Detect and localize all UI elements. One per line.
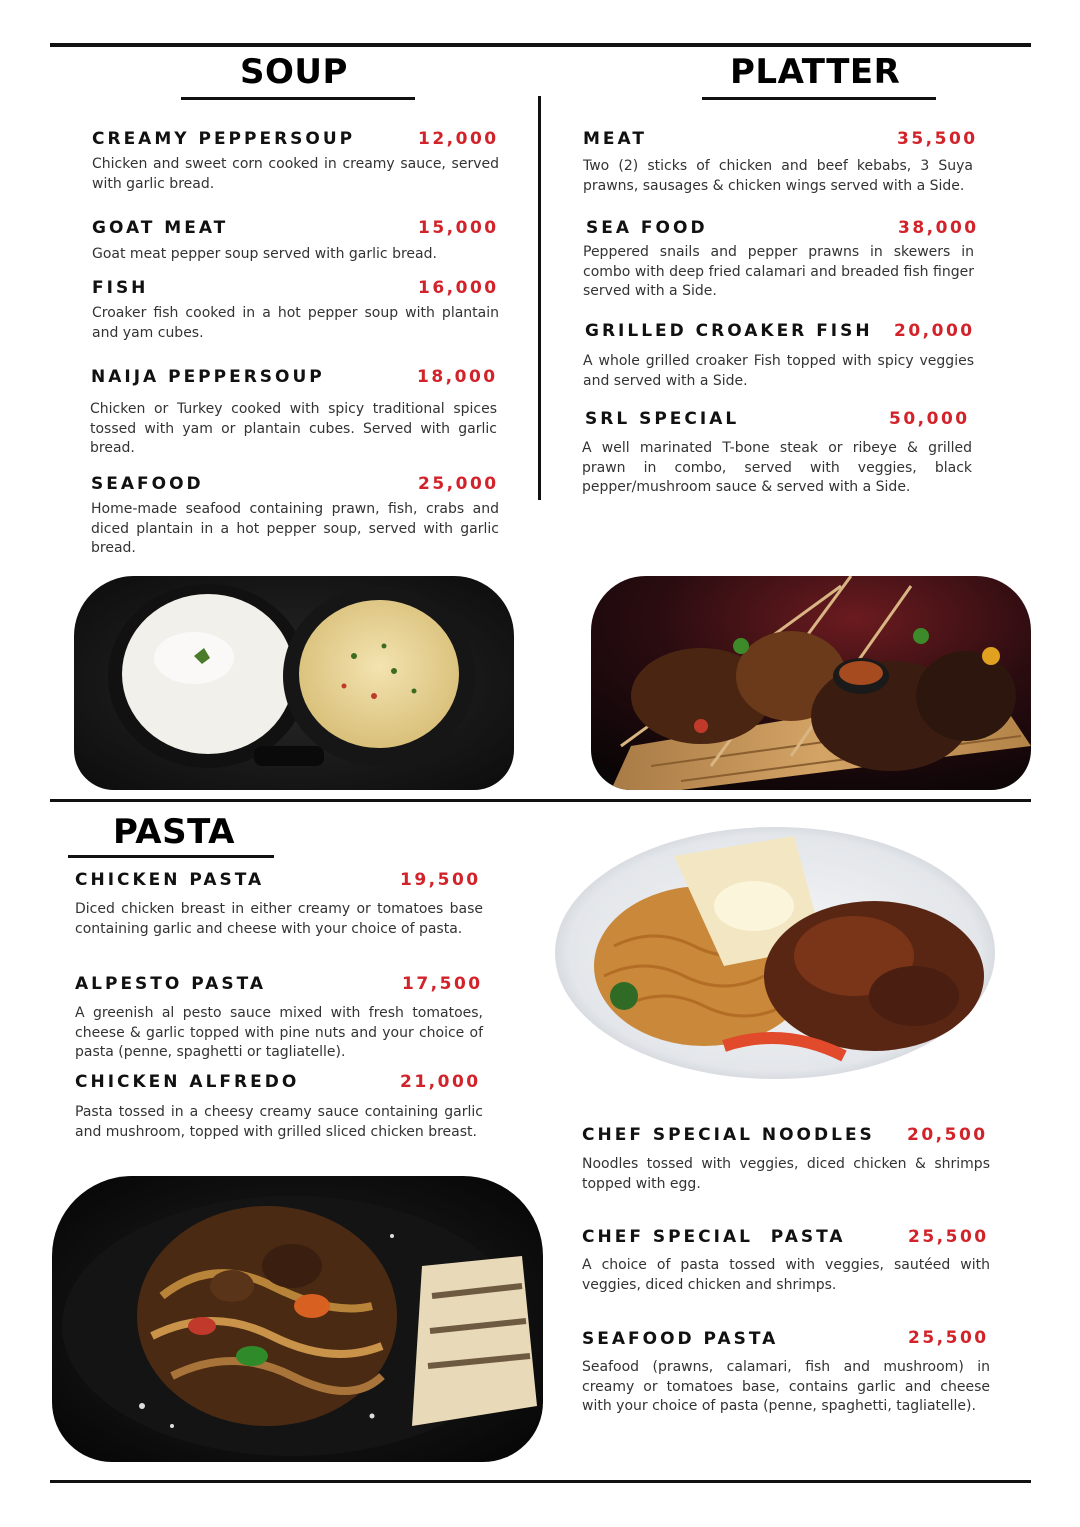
- item-description: A greenish al pesto sauce mixed with fresh tomatoes, cheese & garlic topped with pine nuts and your choice of pasta (penne, spaghetti or tagliatelle).: [75, 1005, 483, 1060]
- middle-rule: [50, 799, 1031, 802]
- noodles-photo: [554, 826, 996, 1080]
- item-description: Seafood (prawns, calamari, fish and mushroom) in creamy or tomatoes base, contains garlic and cheese with your choice of pasta (penne, spaghetti, tagliatelle).: [582, 1359, 990, 1414]
- pasta-section-title: PASTA: [113, 812, 235, 852]
- platter-title-underline: [702, 97, 936, 100]
- item-price: 25,000: [418, 474, 499, 494]
- item-price: 20,500: [907, 1125, 988, 1145]
- item-description: Diced chicken breast in either creamy or tomatoes base containing garlic and cheese with your choice of pasta.: [75, 901, 483, 937]
- item-price: 35,500: [897, 129, 978, 149]
- item-price: 50,000: [889, 409, 970, 429]
- item-description: Pasta tossed in a cheesy creamy sauce containing garlic and mushroom, topped with grilled sliced chicken breast.: [75, 1104, 483, 1140]
- item-price: 38,000: [898, 218, 979, 238]
- item-price: 16,000: [418, 278, 499, 298]
- item-description: A well marinated T-bone steak or ribeye & grilled prawn in combo, served with veggies, black pepper/mushroom sauce & served with a Side.: [582, 440, 972, 495]
- platter-section-title: PLATTER: [730, 52, 901, 92]
- item-name: CHICKEN ALFREDO: [75, 1072, 300, 1092]
- soup-section-title: SOUP: [240, 52, 348, 92]
- item-name: SRL SPECIAL: [585, 409, 740, 429]
- item-price: 15,000: [418, 218, 499, 238]
- item-name: GRILLED CROAKER FISH: [585, 321, 873, 341]
- item-name: SEA FOOD: [586, 218, 708, 238]
- bottom-rule: [50, 1480, 1031, 1483]
- item-description: Chicken or Turkey cooked with spicy traditional spices tossed with yam or plantain cubes. Served with garlic bread.: [90, 401, 497, 456]
- item-name: SEAFOOD PASTA: [582, 1329, 779, 1349]
- soup-photo: [74, 576, 514, 790]
- soup-title-underline: [181, 97, 415, 100]
- item-name: CHEF SPECIAL PASTA: [582, 1227, 846, 1247]
- item-price: 20,000: [894, 321, 975, 341]
- column-divider: [538, 96, 541, 500]
- item-name: ALPESTO PASTA: [75, 974, 267, 994]
- item-price: 25,500: [908, 1227, 989, 1247]
- item-name: GOAT MEAT: [92, 218, 229, 238]
- item-description: Noodles tossed with veggies, diced chicken & shrimps topped with egg.: [582, 1156, 990, 1192]
- item-name: SEAFOOD: [91, 474, 204, 494]
- item-description: Chicken and sweet corn cooked in creamy sauce, served with garlic bread.: [92, 156, 499, 192]
- item-price: 19,500: [400, 870, 481, 890]
- item-description: Two (2) sticks of chicken and beef kebabs, 3 Suya prawns, sausages & chicken wings served with a Side.: [583, 158, 973, 194]
- item-name: FISH: [92, 278, 149, 298]
- item-price: 21,000: [400, 1072, 481, 1092]
- item-name: CHEF SPECIAL NOODLES: [582, 1125, 875, 1145]
- pasta-photo: [52, 1176, 543, 1462]
- item-name: CREAMY PEPPERSOUP: [92, 129, 356, 149]
- item-price: 17,500: [402, 974, 483, 994]
- item-description: A choice of pasta tossed with veggies, sautéed with veggies, diced chicken and shrimps.: [582, 1257, 990, 1293]
- item-description: A whole grilled croaker Fish topped with spicy veggies and served with a Side.: [583, 353, 974, 389]
- item-description: Croaker fish cooked in a hot pepper soup with plantain and yam cubes.: [92, 305, 499, 341]
- item-name: CHICKEN PASTA: [75, 870, 265, 890]
- item-description: Peppered snails and pepper prawns in skewers in combo with deep fried calamari and breaded fish finger served with a Side.: [583, 244, 974, 299]
- item-description: Goat meat pepper soup served with garlic bread.: [92, 246, 437, 262]
- item-name: MEAT: [583, 129, 647, 149]
- item-name: NAIJA PEPPERSOUP: [91, 367, 325, 387]
- platter-photo: [591, 576, 1031, 790]
- item-price: 18,000: [417, 367, 498, 387]
- item-price: 25,500: [908, 1328, 989, 1348]
- item-price: 12,000: [418, 129, 499, 149]
- top-rule: [50, 43, 1031, 47]
- pasta-title-underline: [68, 855, 274, 858]
- item-description: Home-made seafood containing prawn, fish, crabs and diced plantain in a hot pepper soup, served with garlic bread.: [91, 501, 499, 556]
